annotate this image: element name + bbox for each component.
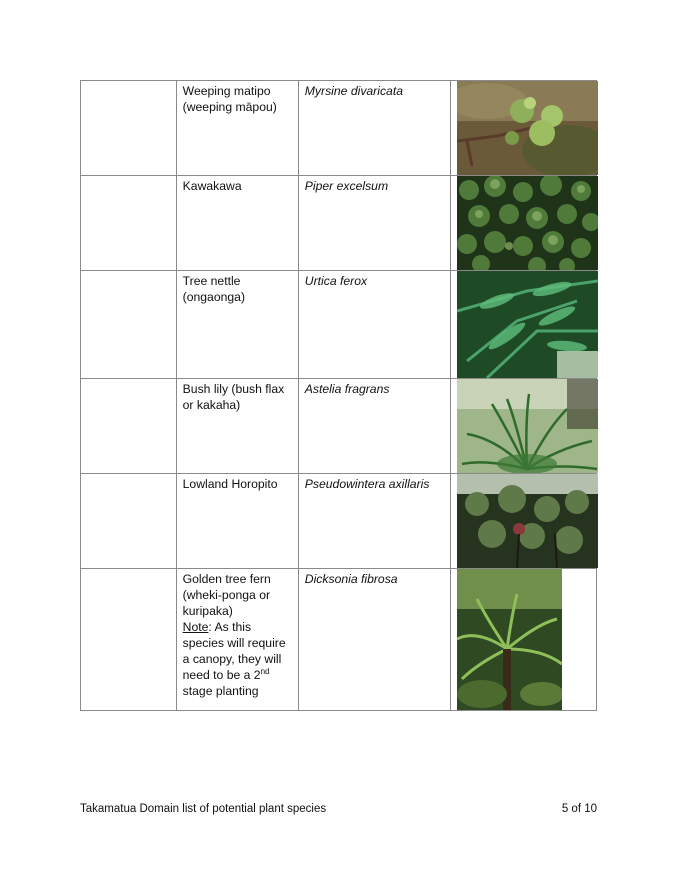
table-row: [81, 176, 597, 271]
tree-nettle-photo: [457, 271, 598, 378]
empty-cell: [81, 81, 177, 176]
ordinal-suffix: nd: [260, 666, 270, 676]
kawakawa-photo: [457, 176, 598, 270]
bush-lily-photo: [457, 379, 598, 473]
common-name-cell: [176, 271, 298, 379]
note-line: stage planting: [182, 684, 259, 698]
footer-title: Takamatua Domain list of potential plant species: [80, 803, 327, 815]
empty-cell: [81, 176, 177, 271]
photo-cell: [451, 81, 597, 176]
scientific-name-cell: Pseudowintera axillaris: [298, 474, 451, 569]
scientific-name-cell: Urtica ferox: [298, 271, 451, 379]
table-row: [81, 379, 597, 474]
common-name-line: kuripaka): [182, 604, 233, 618]
note-text: need to be a 2: [182, 668, 261, 682]
photo-cell: [451, 379, 597, 474]
empty-cell: [81, 379, 177, 474]
weeping-matipo-photo: [457, 81, 598, 175]
common-name-line: (wheki-ponga or: [182, 588, 271, 602]
table-row: [81, 474, 597, 569]
scientific-name-cell: Astelia fragrans: [298, 379, 451, 474]
note-label: Note: [182, 620, 209, 634]
common-name-line: or kakaha): [182, 398, 241, 412]
photo-cell: [451, 176, 597, 271]
golden-tree-fern-photo: [457, 569, 562, 710]
empty-cell: [81, 474, 177, 569]
common-name-cell: [176, 474, 298, 569]
plant-species-table: [80, 80, 597, 711]
note-line: [183, 619, 292, 635]
scientific-name-cell: Dicksonia fibrosa: [298, 569, 451, 711]
table-row: [81, 271, 597, 379]
common-name-line: Golden tree fern: [182, 572, 271, 586]
common-name-line: (ongaonga): [182, 290, 245, 304]
scientific-name-cell: Myrsine divaricata: [298, 81, 451, 176]
common-name-line: Lowland Horopito: [182, 477, 278, 491]
photo-cell: [451, 474, 597, 569]
common-name-line: (weeping māpou): [182, 100, 277, 114]
common-name-line: Weeping matipo: [182, 84, 271, 98]
empty-cell: [81, 569, 177, 711]
note-line: a canopy, they will: [182, 652, 282, 666]
empty-cell: [81, 271, 177, 379]
lowland-horopito-photo: [457, 474, 598, 568]
note-line: [183, 667, 292, 683]
table-row: [81, 569, 597, 711]
common-name-cell: [176, 379, 298, 474]
page-footer: [80, 803, 597, 815]
common-name-cell: [176, 569, 298, 711]
common-name-line: Tree nettle: [182, 274, 241, 288]
common-name-cell: [176, 176, 298, 271]
common-name-line: Kawakawa: [182, 179, 242, 193]
page-number: 5 of 10: [561, 803, 597, 815]
photo-cell: [451, 271, 597, 379]
note-line: species will require: [182, 636, 286, 650]
scientific-name-cell: Piper excelsum: [298, 176, 451, 271]
common-name-cell: [176, 81, 298, 176]
table-row: [81, 81, 597, 176]
common-name-line: Bush lily (bush flax: [182, 382, 285, 396]
note-text: : As this: [208, 620, 252, 634]
photo-cell: [451, 569, 597, 711]
